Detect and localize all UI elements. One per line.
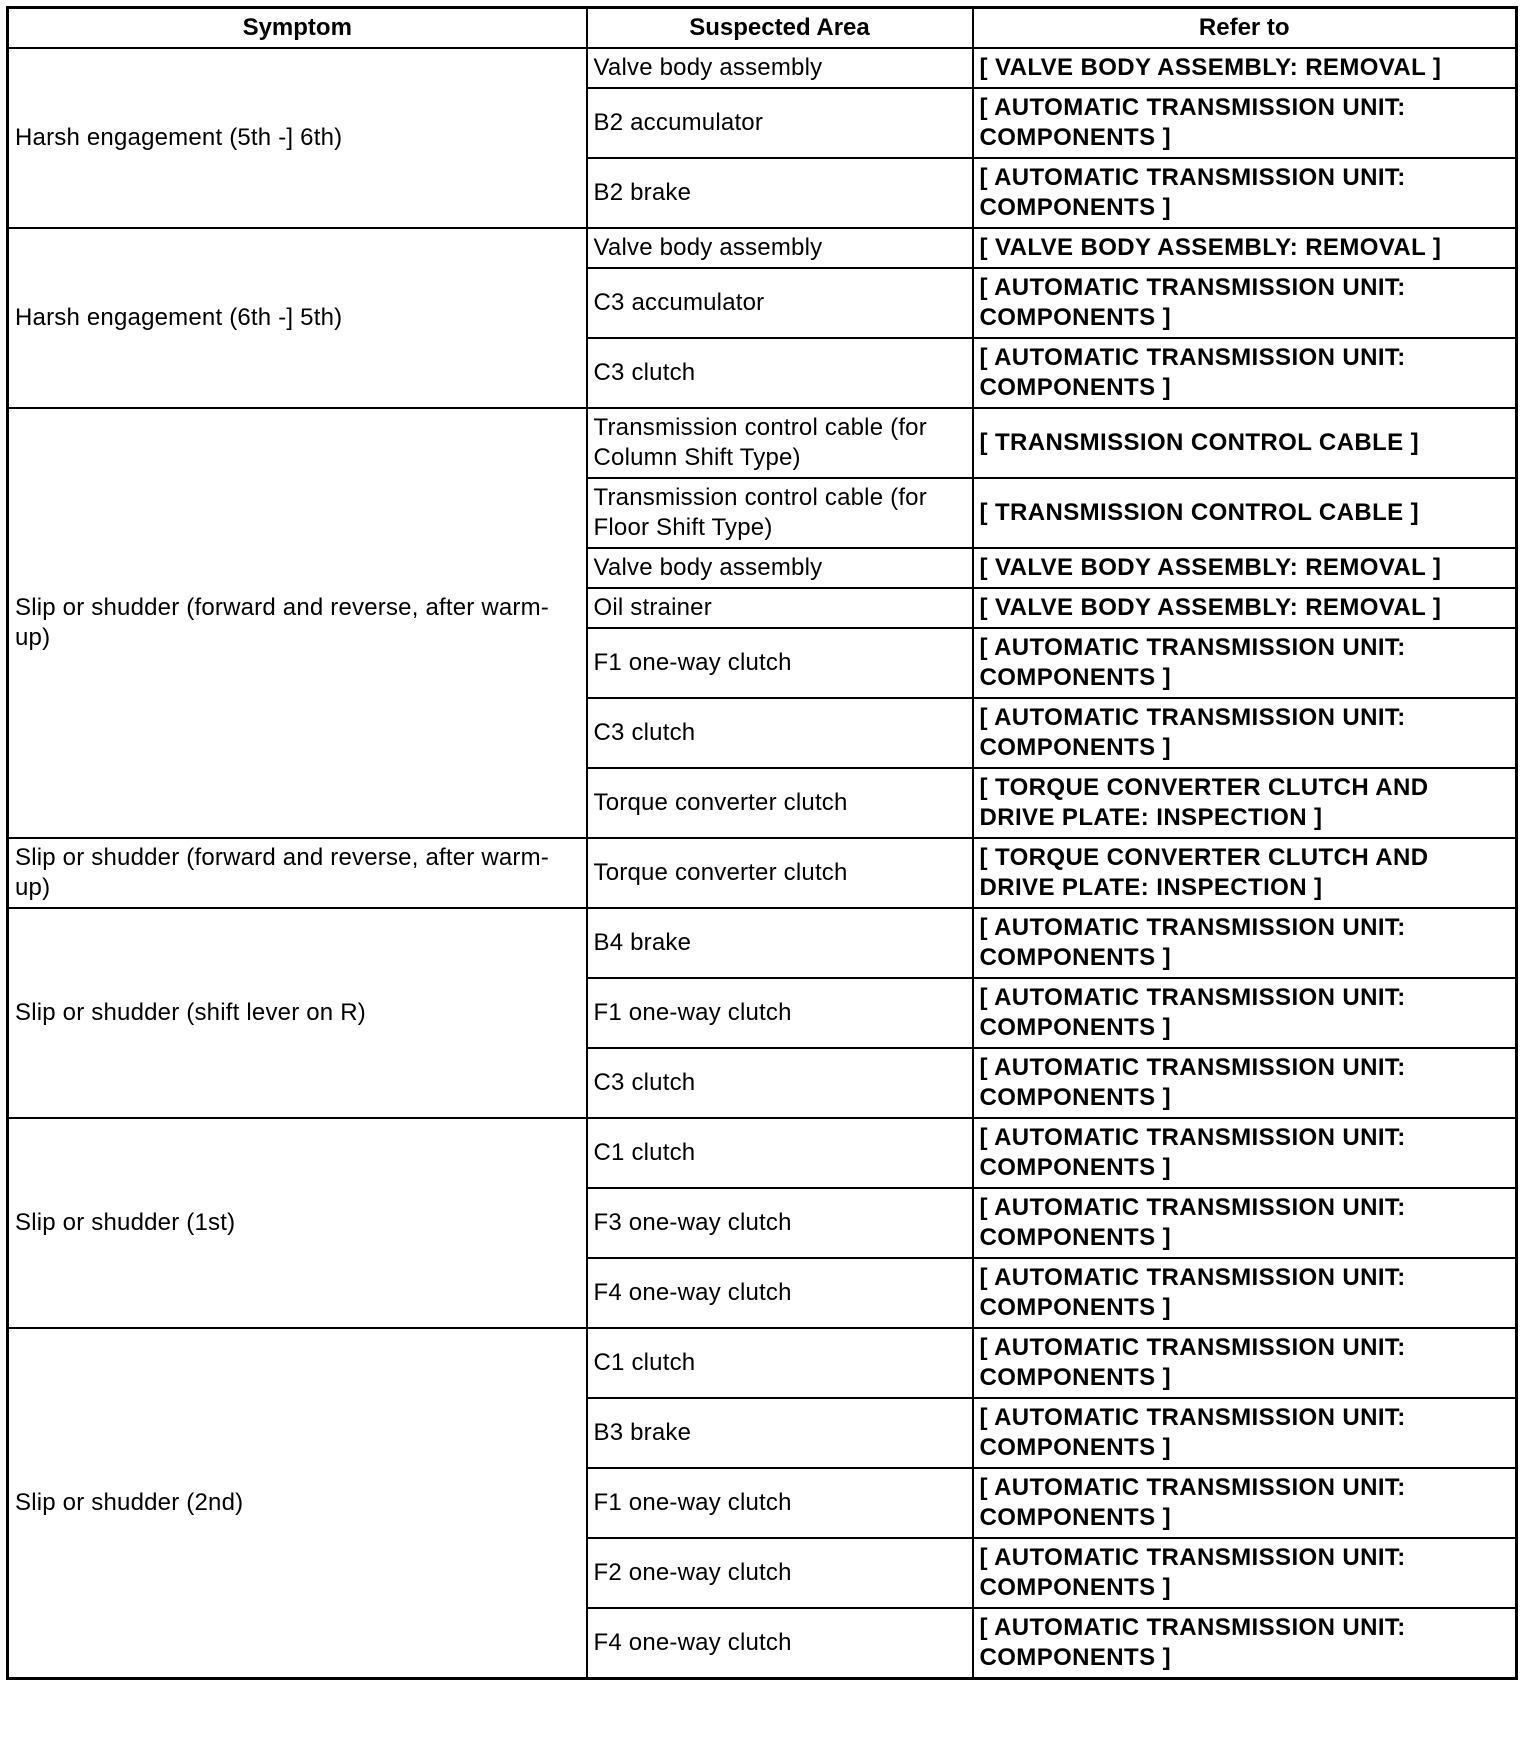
refer-to-link[interactable]: [ TORQUE CONVERTER CLUTCH AND DRIVE PLATE: INSPECTION ] — [973, 838, 1517, 908]
refer-to-link[interactable]: [ AUTOMATIC TRANSMISSION UNIT: COMPONENTS ] — [973, 1398, 1517, 1468]
suspected-area-cell: Valve body assembly — [587, 48, 973, 88]
symptom-cell: Harsh engagement (6th -] 5th) — [8, 228, 587, 408]
suspected-area-cell: C1 clutch — [587, 1118, 973, 1188]
suspected-area-cell: F4 one-way clutch — [587, 1608, 973, 1679]
table-header — [8, 8, 1517, 49]
refer-to-link[interactable]: [ TRANSMISSION CONTROL CABLE ] — [973, 478, 1517, 548]
refer-to-link[interactable]: [ TRANSMISSION CONTROL CABLE ] — [973, 408, 1517, 478]
table-body — [8, 48, 1517, 1679]
refer-to-link[interactable]: [ AUTOMATIC TRANSMISSION UNIT: COMPONENTS ] — [973, 158, 1517, 228]
refer-to-link[interactable]: [ AUTOMATIC TRANSMISSION UNIT: COMPONENTS ] — [973, 908, 1517, 978]
suspected-area-cell: B2 accumulator — [587, 88, 973, 158]
refer-to-link[interactable]: [ AUTOMATIC TRANSMISSION UNIT: COMPONENTS ] — [973, 698, 1517, 768]
refer-to-link[interactable]: [ AUTOMATIC TRANSMISSION UNIT: COMPONENTS ] — [973, 1188, 1517, 1258]
symptom-cell: Slip or shudder (forward and reverse, after warm-up) — [8, 408, 587, 838]
suspected-area-cell: C3 clutch — [587, 698, 973, 768]
table-row — [8, 408, 1517, 478]
suspected-area-cell: C3 accumulator — [587, 268, 973, 338]
symptom-cell: Slip or shudder (1st) — [8, 1118, 587, 1328]
table-row — [8, 228, 1517, 268]
refer-to-link[interactable]: [ AUTOMATIC TRANSMISSION UNIT: COMPONENTS ] — [973, 1118, 1517, 1188]
header-suspected-area: Suspected Area — [587, 8, 973, 49]
diagnosis-table-container — [6, 6, 1515, 1680]
refer-to-link[interactable]: [ AUTOMATIC TRANSMISSION UNIT: COMPONENTS ] — [973, 1468, 1517, 1538]
refer-to-link[interactable]: [ VALVE BODY ASSEMBLY: REMOVAL ] — [973, 588, 1517, 628]
suspected-area-cell: B4 brake — [587, 908, 973, 978]
refer-to-link[interactable]: [ VALVE BODY ASSEMBLY: REMOVAL ] — [973, 48, 1517, 88]
suspected-area-cell: Valve body assembly — [587, 228, 973, 268]
suspected-area-cell: F1 one-way clutch — [587, 1468, 973, 1538]
suspected-area-cell: C3 clutch — [587, 338, 973, 408]
suspected-area-cell: F4 one-way clutch — [587, 1258, 973, 1328]
diagnosis-table — [6, 6, 1518, 1680]
suspected-area-cell: F1 one-way clutch — [587, 978, 973, 1048]
header-row — [8, 8, 1517, 49]
suspected-area-cell: F2 one-way clutch — [587, 1538, 973, 1608]
refer-to-link[interactable]: [ AUTOMATIC TRANSMISSION UNIT: COMPONENTS ] — [973, 978, 1517, 1048]
refer-to-link[interactable]: [ TORQUE CONVERTER CLUTCH AND DRIVE PLATE: INSPECTION ] — [973, 768, 1517, 838]
refer-to-link[interactable]: [ AUTOMATIC TRANSMISSION UNIT: COMPONENTS ] — [973, 1608, 1517, 1679]
refer-to-link[interactable]: [ AUTOMATIC TRANSMISSION UNIT: COMPONENTS ] — [973, 1328, 1517, 1398]
suspected-area-cell: Transmission control cable (for Column Shift Type) — [587, 408, 973, 478]
table-row — [8, 1328, 1517, 1398]
table-row — [8, 838, 1517, 908]
symptom-cell: Slip or shudder (forward and reverse, after warm-up) — [8, 838, 587, 908]
suspected-area-cell: F3 one-way clutch — [587, 1188, 973, 1258]
suspected-area-cell: F1 one-way clutch — [587, 628, 973, 698]
suspected-area-cell: Torque converter clutch — [587, 838, 973, 908]
refer-to-link[interactable]: [ AUTOMATIC TRANSMISSION UNIT: COMPONENTS ] — [973, 268, 1517, 338]
refer-to-link[interactable]: [ AUTOMATIC TRANSMISSION UNIT: COMPONENTS ] — [973, 1258, 1517, 1328]
refer-to-link[interactable]: [ AUTOMATIC TRANSMISSION UNIT: COMPONENTS ] — [973, 1048, 1517, 1118]
suspected-area-cell: Valve body assembly — [587, 548, 973, 588]
header-symptom: Symptom — [8, 8, 587, 49]
refer-to-link[interactable]: [ VALVE BODY ASSEMBLY: REMOVAL ] — [973, 548, 1517, 588]
symptom-cell: Slip or shudder (2nd) — [8, 1328, 587, 1679]
refer-to-link[interactable]: [ AUTOMATIC TRANSMISSION UNIT: COMPONENTS ] — [973, 628, 1517, 698]
refer-to-link[interactable]: [ VALVE BODY ASSEMBLY: REMOVAL ] — [973, 228, 1517, 268]
suspected-area-cell: C1 clutch — [587, 1328, 973, 1398]
suspected-area-cell: Torque converter clutch — [587, 768, 973, 838]
suspected-area-cell: B3 brake — [587, 1398, 973, 1468]
table-row — [8, 48, 1517, 88]
symptom-cell: Harsh engagement (5th -] 6th) — [8, 48, 587, 228]
symptom-cell: Slip or shudder (shift lever on R) — [8, 908, 587, 1118]
suspected-area-cell: Oil strainer — [587, 588, 973, 628]
header-refer-to: Refer to — [973, 8, 1517, 49]
suspected-area-cell: C3 clutch — [587, 1048, 973, 1118]
refer-to-link[interactable]: [ AUTOMATIC TRANSMISSION UNIT: COMPONENTS ] — [973, 1538, 1517, 1608]
suspected-area-cell: B2 brake — [587, 158, 973, 228]
refer-to-link[interactable]: [ AUTOMATIC TRANSMISSION UNIT: COMPONENTS ] — [973, 88, 1517, 158]
table-row — [8, 1118, 1517, 1188]
table-row — [8, 908, 1517, 978]
refer-to-link[interactable]: [ AUTOMATIC TRANSMISSION UNIT: COMPONENTS ] — [973, 338, 1517, 408]
suspected-area-cell: Transmission control cable (for Floor Shift Type) — [587, 478, 973, 548]
